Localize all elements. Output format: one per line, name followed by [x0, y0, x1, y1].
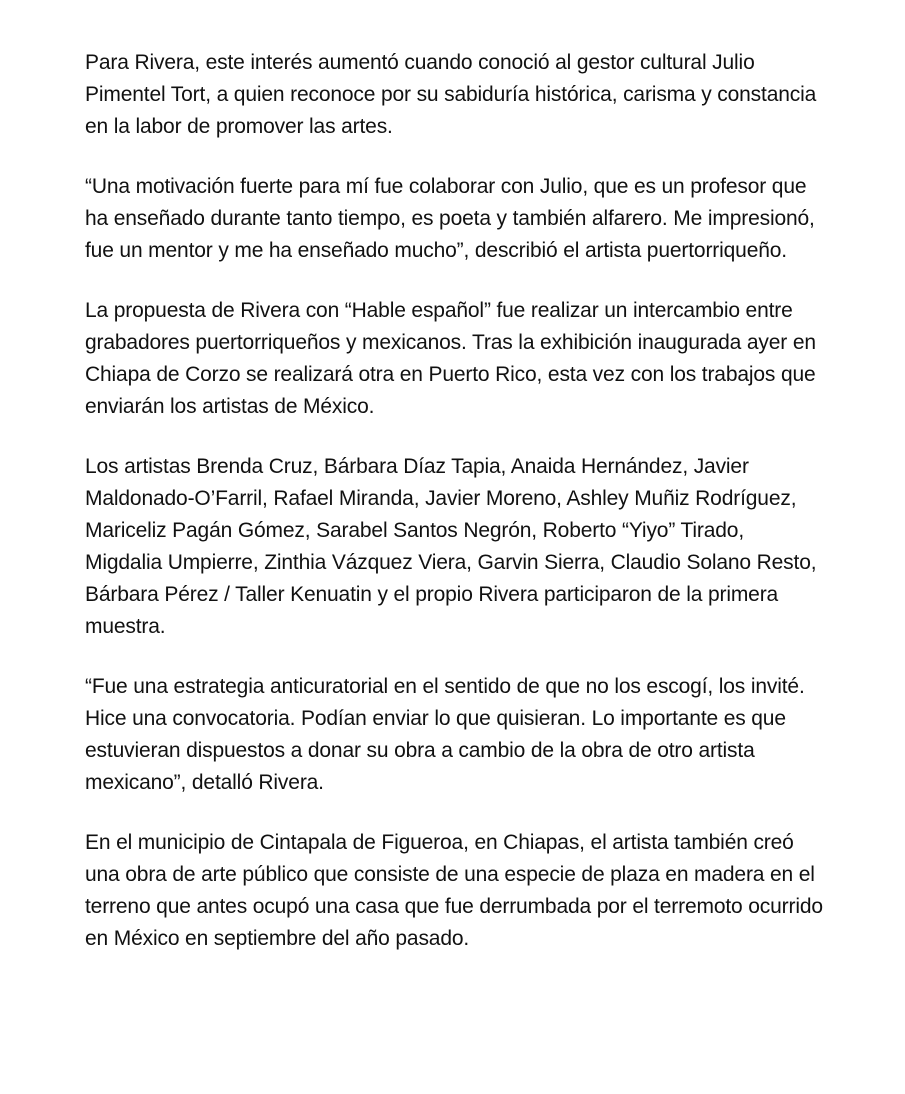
article-paragraph: La propuesta de Rivera con “Hable español” fue realizar un intercambio entre grabadores puertorriqueños y mexicanos. Tras la exhibición inaugurada ayer en Chiapa de Corzo se realizará otra en Puerto Rico, esta vez con los trabajos que enviarán los artistas de México.: [85, 299, 816, 418]
article-paragraph: En el municipio de Cintapala de Figueroa, en Chiapas, el artista también creó una obra de arte público que consiste de una especie de plaza en madera en el terreno que antes ocupó una casa que fue derrumbada por el terremoto ocurrido en México en septiembre del año pasado.: [85, 831, 823, 950]
article-paragraph: “Fue una estrategia anticuratorial en el sentido de que no los escogí, los invité. Hice una convocatoria. Podían enviar lo que quisieran. Lo importante es que estuvieran dispuestos a donar su obra a cambio de la obra de otro artista mexicano”, detalló Rivera.: [85, 675, 805, 794]
article-body: [85, 47, 825, 983]
article-paragraph: Para Rivera, este interés aumentó cuando conoció al gestor cultural Julio Pimentel Tort, a quien reconoce por su sabiduría histórica, carisma y constancia en la labor de promover las artes.: [85, 51, 817, 138]
article-paragraph: Los artistas Brenda Cruz, Bárbara Díaz Tapia, Anaida Hernández, Javier Maldonado-O’Farril, Rafael Miranda, Javier Moreno, Ashley Muñiz Rodríguez, Mariceliz Pagán Gómez, Sarabel Santos Negrón, Roberto “Yiyo” Tirado, Migdalia Umpierre, Zinthia Vázquez Viera, Garvin Sierra, Claudio Solano Resto, Bárbara Pérez / Taller Kenuatin y el propio Rivera participaron de la primera muestra.: [85, 455, 817, 638]
article-paragraph: “Una motivación fuerte para mí fue colaborar con Julio, que es un profesor que ha enseñado durante tanto tiempo, es poeta y también alfarero. Me impresionó, fue un mentor y me ha enseñado mucho”, describió el artista puertorriqueño.: [85, 175, 815, 262]
